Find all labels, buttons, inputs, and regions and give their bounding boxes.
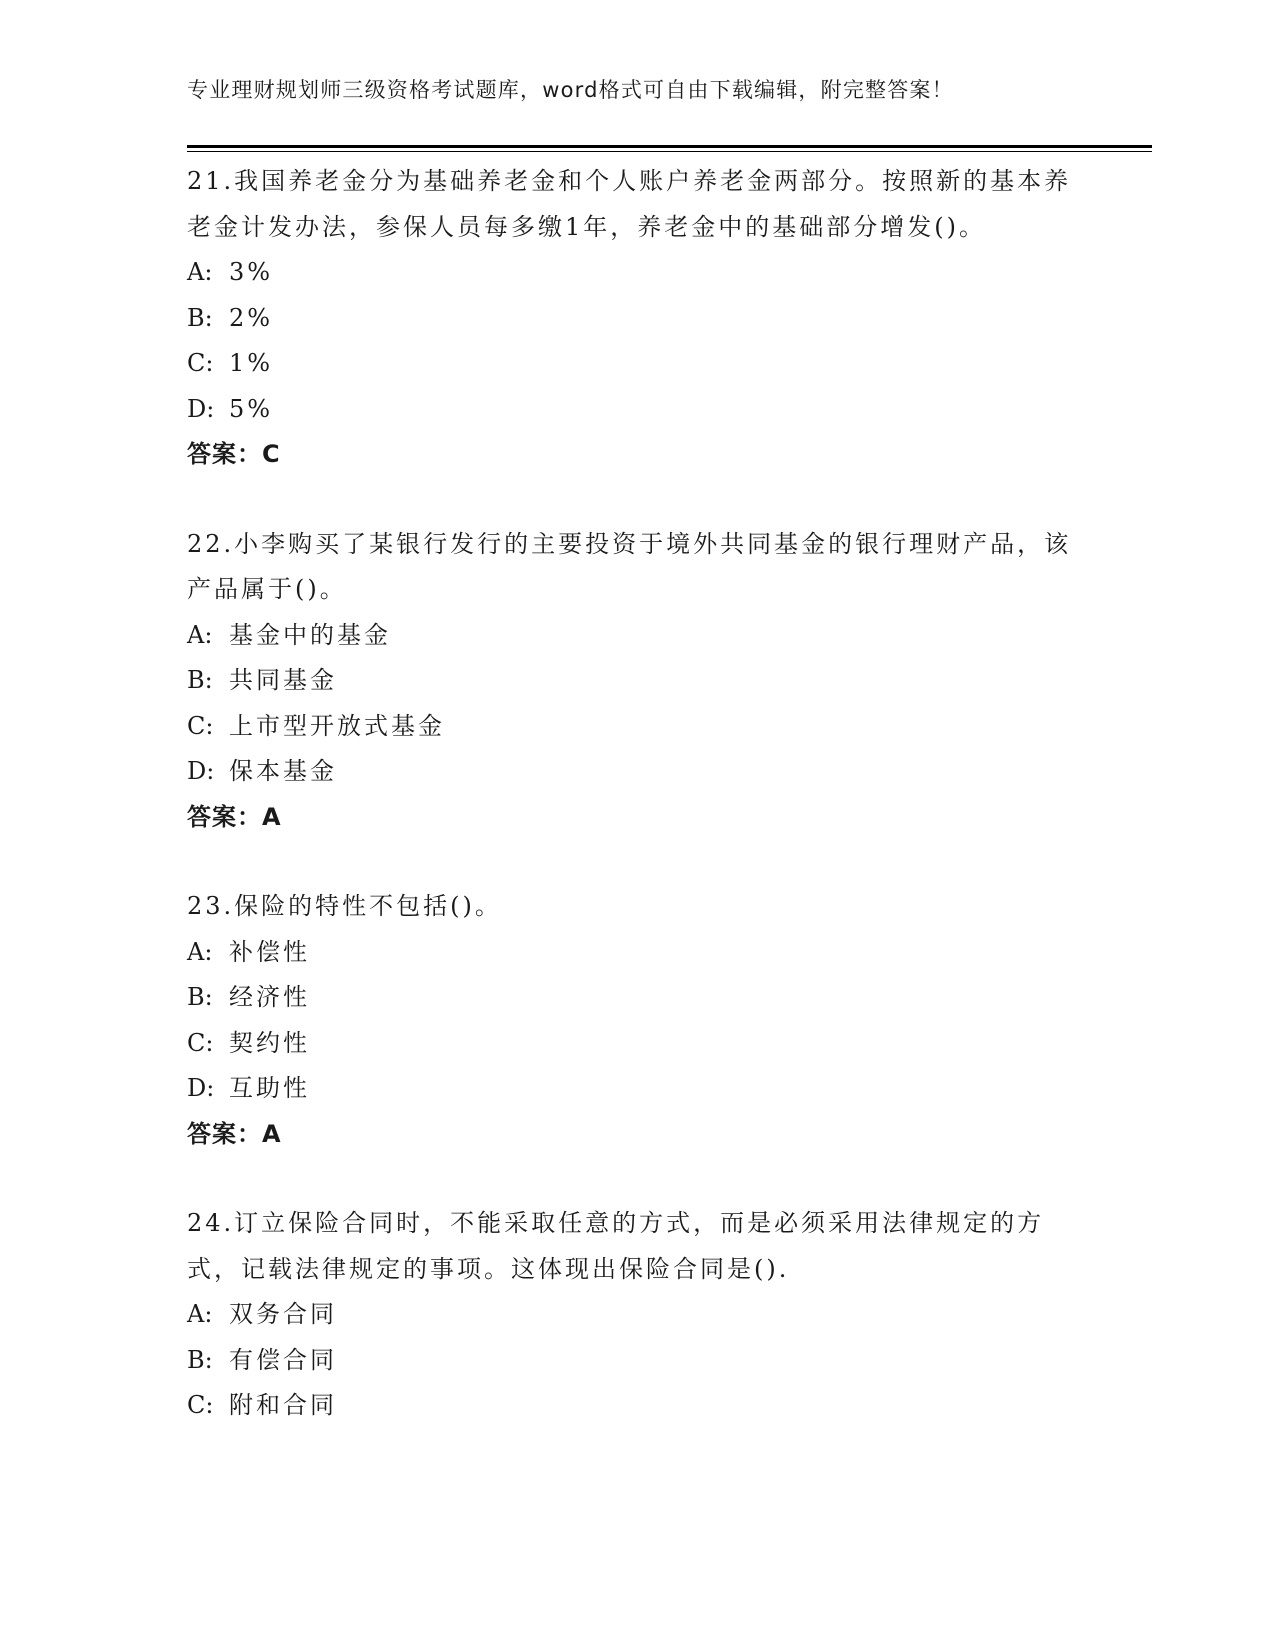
option-key: C:	[187, 349, 214, 377]
question-22	[187, 522, 1087, 841]
option-c	[187, 341, 1087, 387]
option-text: 保本基金	[229, 757, 337, 785]
answer-line: 答案：A	[187, 1119, 282, 1148]
option-text: 共同基金	[229, 666, 337, 694]
option-text: 互助性	[229, 1074, 310, 1102]
option-key: D:	[187, 757, 215, 785]
option-key: B:	[187, 983, 213, 1011]
option-text: 1%	[229, 349, 274, 377]
question-23	[187, 884, 1087, 1157]
option-text: 契约性	[229, 1028, 310, 1057]
option-key: C:	[187, 711, 214, 740]
question-stem: 23.保险的特性不包括()。	[187, 892, 502, 920]
option-text: 上市型开放式基金	[229, 711, 445, 740]
option-a	[187, 930, 1087, 976]
option-d	[187, 749, 1087, 795]
option-d	[187, 1066, 1087, 1112]
option-b	[187, 296, 1087, 342]
question-24	[187, 1201, 1087, 1429]
answer-line: 答案：C	[187, 440, 281, 468]
option-text: 2%	[229, 303, 274, 332]
option-b	[187, 975, 1087, 1021]
option-c	[187, 704, 1087, 750]
option-d	[187, 387, 1087, 433]
option-text: 经济性	[229, 983, 310, 1011]
question-stem: 22.小李购买了某银行发行的主要投资于境外共同基金的银行理财产品，该产品属于()。	[187, 529, 1072, 603]
option-key: A:	[187, 620, 213, 649]
option-key: A:	[187, 1300, 213, 1328]
page-header: 专业理财规划师三级资格考试题库，word格式可自由下载编辑，附完整答案！	[187, 78, 954, 102]
option-key: B:	[187, 1345, 213, 1374]
question-stem: 21.我国养老金分为基础养老金和个人账户养老金两部分。按照新的基本养老金计发办法，参保人员每多缴1年，养老金中的基础部分增发()。	[187, 167, 1072, 241]
question-stem: 24.订立保险合同时，不能采取任意的方式，而是必须采用法律规定的方式，记载法律规定的事项。这体现出保险合同是().	[187, 1209, 1045, 1283]
question-21	[187, 159, 1087, 478]
option-text: 5%	[229, 394, 274, 423]
header-rule-thin	[187, 151, 1152, 152]
header-rule-thick	[187, 145, 1152, 148]
option-key: A:	[187, 258, 213, 286]
option-text: 有偿合同	[229, 1345, 337, 1374]
option-text: 双务合同	[229, 1300, 337, 1328]
option-text: 补偿性	[229, 937, 310, 966]
option-key: B:	[187, 666, 213, 694]
option-c	[187, 1383, 1087, 1429]
option-a	[187, 613, 1087, 659]
option-b	[187, 658, 1087, 704]
option-key: C:	[187, 1391, 214, 1419]
option-c	[187, 1021, 1087, 1067]
option-key: C:	[187, 1028, 214, 1057]
option-text: 附和合同	[229, 1391, 337, 1419]
option-key: D:	[187, 1074, 215, 1102]
option-b	[187, 1338, 1087, 1384]
option-a	[187, 250, 1087, 296]
option-text: 3%	[229, 258, 274, 286]
answer-line: 答案：A	[187, 802, 282, 831]
option-key: B:	[187, 303, 213, 332]
option-text: 基金中的基金	[229, 620, 391, 649]
question-list	[187, 159, 1087, 1473]
option-key: D:	[187, 394, 215, 423]
option-a	[187, 1292, 1087, 1338]
option-key: A:	[187, 937, 213, 966]
